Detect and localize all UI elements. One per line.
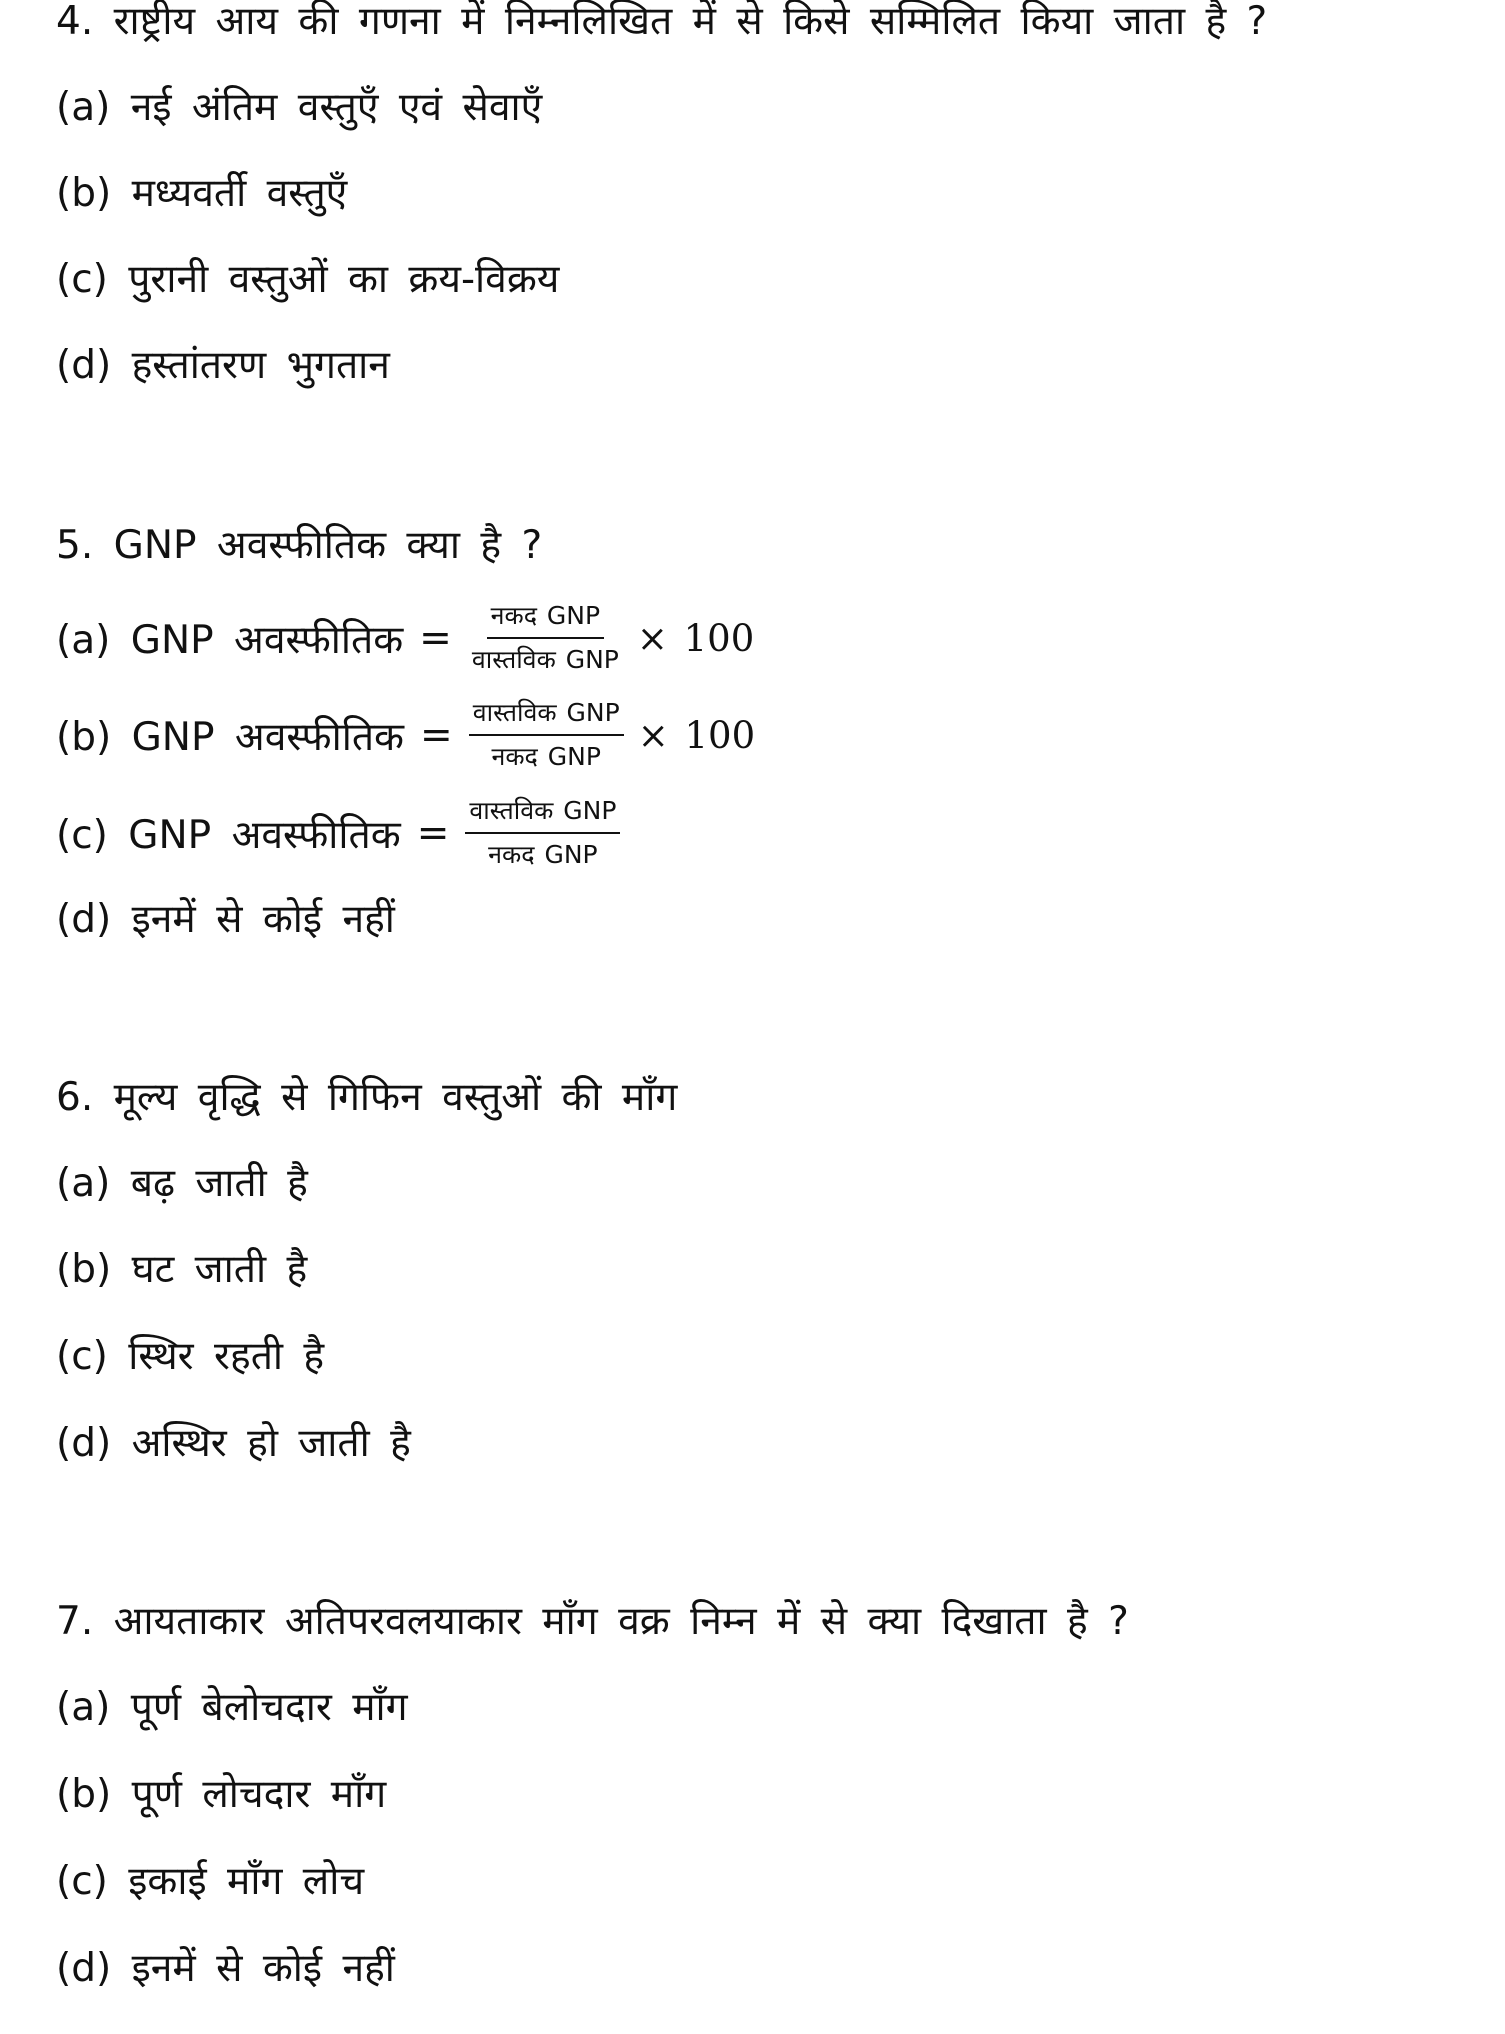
fraction-denominator: वास्तविक GNP: [471, 645, 619, 674]
fraction-numerator: वास्तविक GNP: [469, 696, 624, 736]
question-4-option-b: (b) मध्यवर्ती वस्तुएँ: [56, 171, 348, 216]
equals-sign: =: [419, 615, 452, 661]
question-5-option-d: (d) इनमें से कोई नहीं: [56, 897, 395, 942]
question-6-option-a: (a) बढ़ जाती है: [56, 1161, 308, 1206]
option-label: (c) GNP अवस्फीतिक: [56, 812, 401, 858]
question-4-option-d: (d) हस्तांतरण भुगतान: [56, 343, 390, 388]
fraction-numerator: नकद GNP: [487, 599, 604, 639]
fraction-numerator: वास्तविक GNP: [465, 794, 620, 834]
question-7-option-a: (a) पूर्ण बेलोचदार माँग: [56, 1685, 408, 1730]
question-6-option-b: (b) घट जाती है: [56, 1247, 308, 1292]
question-5-option-b: [56, 690, 755, 780]
fraction-denominator: नकद GNP: [491, 742, 601, 771]
equals-sign: =: [420, 712, 453, 758]
option-label: (a) GNP अवस्फीतिक: [56, 617, 404, 663]
question-5-option-a: [56, 593, 754, 683]
question-6-option-c: (c) स्थिर रहती है: [56, 1334, 325, 1379]
question-6-option-d: (d) अस्थिर हो जाती है: [56, 1421, 411, 1466]
multiplier: × 100: [637, 713, 756, 757]
question-7-option-c: (c) इकाई माँग लोच: [56, 1859, 365, 1904]
question-7-text: 7. आयताकार अतिपरवलयाकार माँग वक्र निम्न में से क्या दिखाता है ?: [56, 1599, 1129, 1644]
equals-sign: =: [416, 810, 450, 856]
question-7-option-b: (b) पूर्ण लोचदार माँग: [56, 1772, 387, 1817]
fraction: [465, 794, 620, 872]
option-label: (b) GNP अवस्फीतिक: [56, 714, 404, 760]
fraction: [469, 696, 624, 774]
fraction: [468, 599, 623, 677]
question-4-text: 4. राष्ट्रीय आय की गणना में निम्नलिखित में से किसे सम्मिलित किया जाता है ?: [56, 0, 1268, 44]
question-4-option-a: (a) नई अंतिम वस्तुएँ एवं सेवाएँ: [56, 85, 543, 130]
question-4-option-c: (c) पुरानी वस्तुओं का क्रय-विक्रय: [56, 257, 560, 302]
question-5-option-c: [56, 788, 620, 878]
question-6-text: 6. मूल्य वृद्धि से गिफिन वस्तुओं की माँग: [56, 1075, 678, 1120]
question-5-text: 5. GNP अवस्फीतिक क्या है ?: [56, 523, 543, 568]
multiplier: × 100: [636, 616, 755, 660]
question-7-option-d: (d) इनमें से कोई नहीं: [56, 1946, 395, 1991]
fraction-denominator: नकद GNP: [488, 840, 598, 869]
